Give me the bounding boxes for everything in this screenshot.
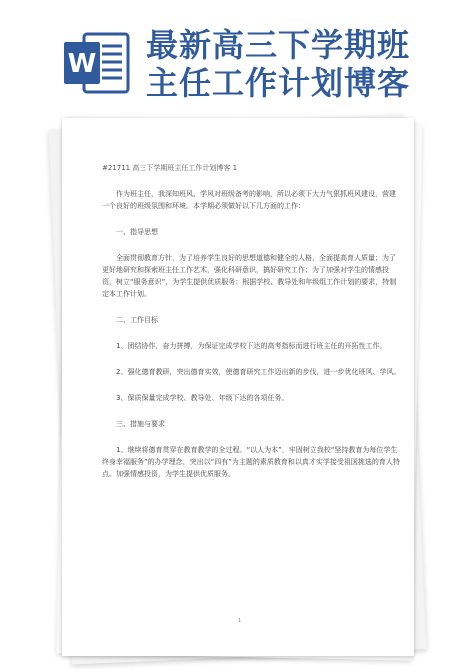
document-paragraph: 1、继续将德育贯穿在教育教学的全过程。“以人为本”，牢固树立我校“坚持教育为每位学生终身幸福服务”的办学理念，突出以“四有”为主题的素质教育和以真才实学接受祖国挑选的育人特点。加强情感投资，为学生提供优质服务。 <box>102 446 400 478</box>
document-paragraph: 作为班主任，我深知班风、学风对班级备考的影响，所以必须下大力气狠抓班风建设，营建一个良好的班级氛围和环境。本学期必须做好以下几方面的工作： <box>102 190 396 210</box>
document-paragraph: 3、保质保量完成学校、教导处、年级下达的各项任务。 <box>116 394 289 402</box>
document-title: #21711 高三下学期班主任工作计划博客 1 <box>102 164 238 172</box>
section-heading: 二、工作目标 <box>116 316 158 324</box>
word-document-icon <box>62 30 132 96</box>
document-body <box>102 162 402 494</box>
header-banner <box>0 0 474 112</box>
word-icon-letter: W <box>67 49 97 79</box>
page-number: 1 <box>238 618 242 624</box>
page-title <box>146 26 466 102</box>
document-paragraph: 1、团结协作，奋力拼搏，为保证完成学校下达的高考指标而进行班主任的开拓性工作。 <box>116 342 387 350</box>
title-line-2: 主任工作计划博客 <box>146 64 411 102</box>
section-heading: 一、指导思想 <box>116 228 158 236</box>
title-line-1: 最新高三下学期班 <box>146 26 411 64</box>
document-paragraph: 2、强化德育教研，突出德育实效，使德育研究工作迈出新的步伐，进一步优化班风、学风。 <box>116 368 401 376</box>
section-heading: 三、措施与要求 <box>116 420 165 428</box>
document-preview <box>0 112 474 669</box>
document-paragraph: 全面贯彻教育方针，为了培养学生良好的思想道德和健全的人格，全面提高育人质量；为了更好地研究和探索班主任工作艺术，强化科研意识，搞好研究工作；为了加强对学生的情感投资，树立“服务意识”，为学生提供优质服务；根据学校、教导处和年级组工作计划的要求，特制定本工作计划。 <box>102 254 397 298</box>
paper-sheet <box>62 118 414 656</box>
document-paragraphs <box>102 188 402 480</box>
